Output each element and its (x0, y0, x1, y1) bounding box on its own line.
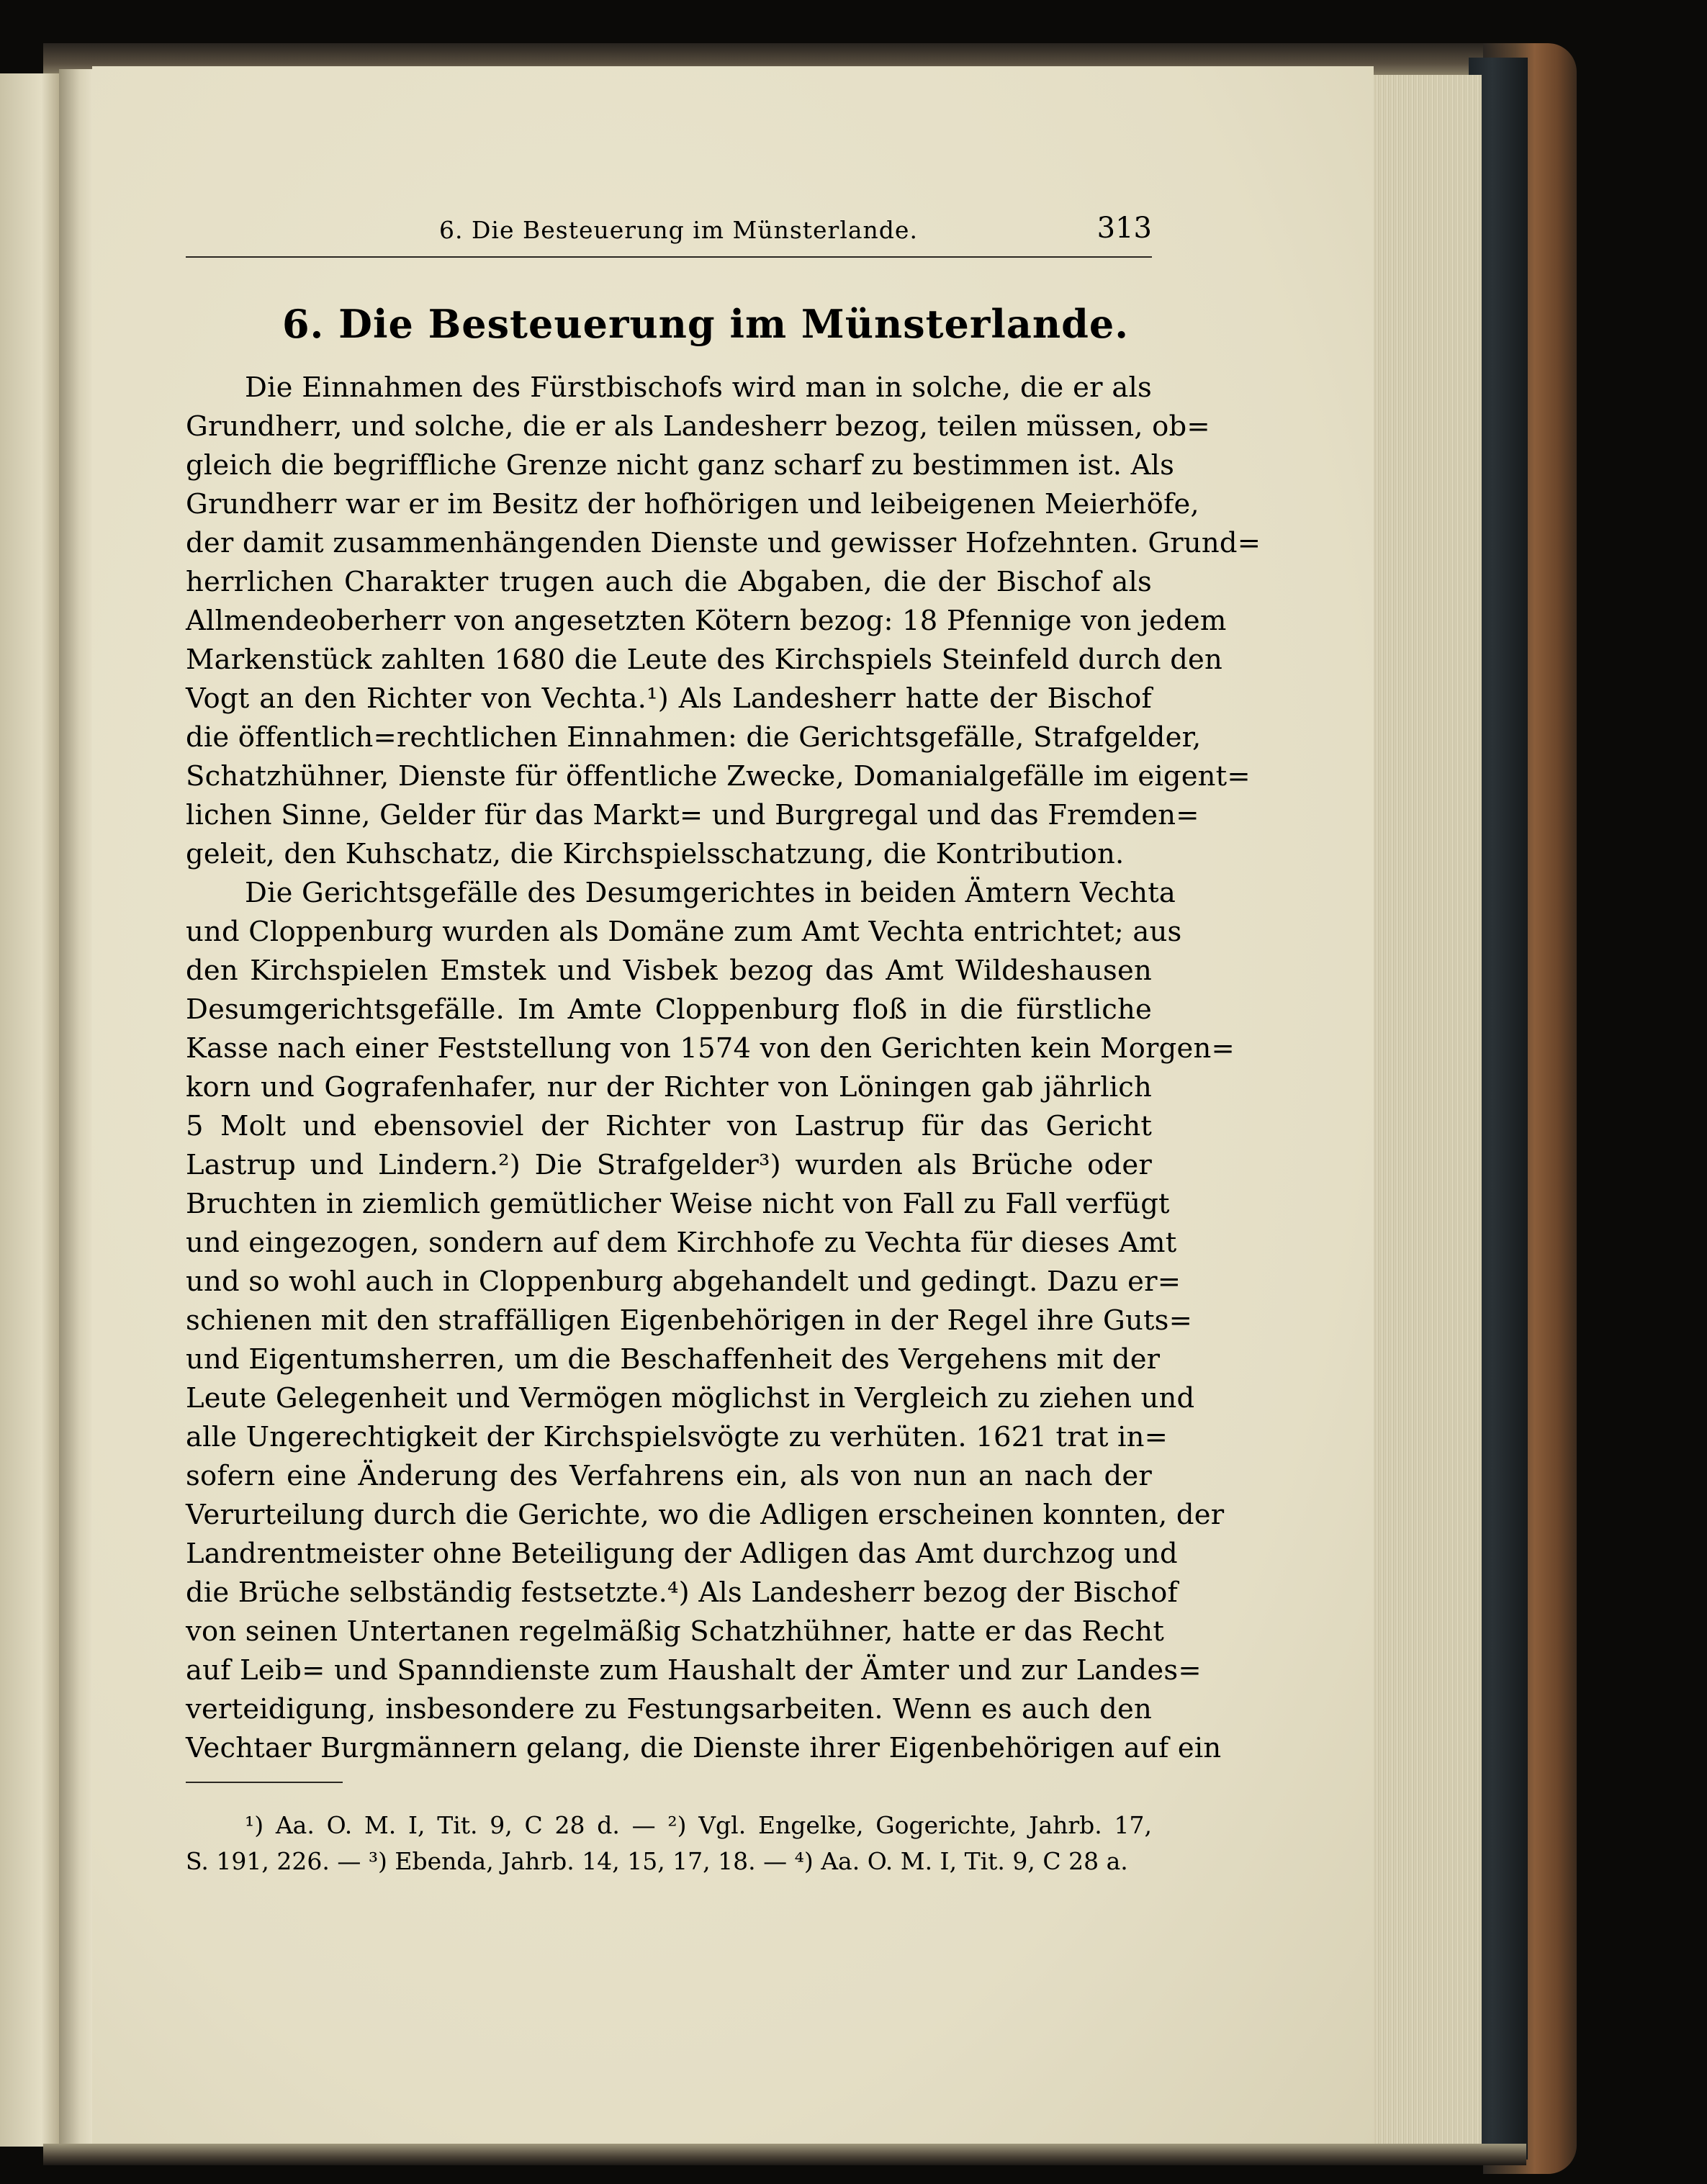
text-line: 5 Molt und ebensoviel der Richter von Lastrup für das Gericht (186, 1110, 1152, 1142)
text-line: alle Ungerechtigkeit der Kirchspielsvögte zu verhüten. 1621 trat in= (186, 1421, 1168, 1453)
text-line: Vechtaer Burgmännern gelang, die Dienste ihrer Eigenbehörigen auf ein (186, 1732, 1222, 1764)
section-title: 6. Die Besteuerung im Münsterlande. (282, 301, 1130, 347)
text-line: Die Einnahmen des Fürstbischofs wird man in solche, die er als (245, 371, 1152, 404)
text-line: Bruchten in ziemlich gemütlicher Weise nicht von Fall zu Fall verfügt (186, 1188, 1170, 1220)
text-line: Allmendeoberherr von angesetzten Kötern bezog: 18 Pfennige von jedem (186, 605, 1227, 637)
text-line: Schatzhühner, Dienste für öffentliche Zwecke, Domanialgefälle im eigent= (186, 760, 1251, 793)
text-line: der damit zusammenhängenden Dienste und gewisser Hofzehnten. Grund= (186, 527, 1261, 559)
text-line: von seinen Untertanen regelmäßig Schatzhühner, hatte er das Recht (186, 1615, 1165, 1648)
text-line: Leute Gelegenheit und Vermögen möglichst in Vergleich zu ziehen und (186, 1382, 1195, 1414)
text-line: die Brüche selbständig festsetzte.⁴) Als Landesherr bezog der Bischof (186, 1576, 1178, 1609)
text-line: Landrentmeister ohne Beteiligung der Adligen das Amt durchzog und (186, 1538, 1178, 1570)
text-line: Kasse nach einer Feststellung von 1574 von den Gerichten kein Morgen= (186, 1032, 1235, 1065)
text-line: Verurteilung durch die Gerichte, wo die Adligen erscheinen konnten, der (186, 1499, 1225, 1531)
footnote-line: S. 191, 226. — ³) Ebenda, Jahrb. 14, 15, 17, 18. — ⁴) Aa. O. M. I, Tit. 9, C 28 a. (186, 1847, 1128, 1875)
text-line: sofern eine Änderung des Verfahrens ein, als von nun an nach der (186, 1460, 1152, 1492)
text-line: und eingezogen, sondern auf dem Kirchhofe zu Vechta für dieses Amt (186, 1227, 1177, 1259)
text-line: herrlichen Charakter trugen auch die Abgaben, die der Bischof als (186, 566, 1152, 598)
text-line: korn und Gografenhafer, nur der Richter von Löningen gab jährlich (186, 1071, 1152, 1104)
text-line: und so wohl auch in Cloppenburg abgehandelt und gedingt. Dazu er= (186, 1265, 1181, 1298)
text-line: und Cloppenburg wurden als Domäne zum Amt Vechta entrichtet; aus (186, 916, 1182, 948)
page-number: 313 (1096, 212, 1152, 245)
text-line: schienen mit den straffälligen Eigenbehörigen in der Regel ihre Guts= (186, 1304, 1193, 1337)
running-title: 6. Die Besteuerung im Münsterlande. (439, 216, 918, 244)
footnote-rule (186, 1782, 343, 1783)
running-head (94, 212, 1152, 259)
book-gutter (59, 69, 94, 2149)
text-line: Die Gerichtsgefälle des Desumgerichtes in beiden Ämtern Vechta (245, 877, 1176, 909)
text-line: Markenstück zahlten 1680 die Leute des Kirchspiels Steinfeld durch den (186, 644, 1223, 676)
text-line: auf Leib= und Spanndienste zum Haushalt der Ämter und zur Landes= (186, 1654, 1202, 1687)
text-line: Grundherr, und solche, die er als Landesherr bezog, teilen müssen, ob= (186, 410, 1210, 443)
text-line: den Kirchspielen Emstek und Visbek bezog das Amt Wildeshausen (186, 955, 1152, 987)
footnote-line: ¹) Aa. O. M. I, Tit. 9, C 28 d. — ²) Vgl. Engelke, Gogerichte, Jahrb. 17, (245, 1811, 1152, 1839)
text-line: Desumgerichtsgefälle. Im Amte Cloppenburg floß in die fürstliche (186, 993, 1152, 1026)
text-line: gleich die begriffliche Grenze nicht ganz scharf zu bestimmen ist. Als (186, 449, 1175, 482)
text-line: Vogt an den Richter von Vechta.¹) Als Landesherr hatte der Bischof (186, 682, 1152, 715)
text-line: verteidigung, insbesondere zu Festungsarbeiten. Wenn es auch den (186, 1693, 1152, 1725)
text-line: die öffentlich=rechtlichen Einnahmen: die Gerichtsgefälle, Strafgelder, (186, 721, 1202, 754)
text-line: Grundherr war er im Besitz der hofhörigen und leibeigenen Meierhöfe, (186, 488, 1199, 520)
text-line: und Eigentumsherren, um die Beschaffenheit des Vergehens mit der (186, 1343, 1161, 1376)
page-stack-edges (1374, 75, 1482, 2148)
facing-page-edge (0, 73, 61, 2147)
text-line: lichen Sinne, Gelder für das Markt= und Burgregal und das Fremden= (186, 799, 1199, 831)
book-bottom-edge (43, 2144, 1526, 2165)
header-rule (186, 256, 1152, 258)
text-line: geleit, den Kuhschatz, die Kirchspielsschatzung, die Kontribution. (186, 838, 1125, 870)
text-line: Lastrup und Lindern.²) Die Strafgelder³) wurden als Brüche oder (186, 1149, 1152, 1181)
